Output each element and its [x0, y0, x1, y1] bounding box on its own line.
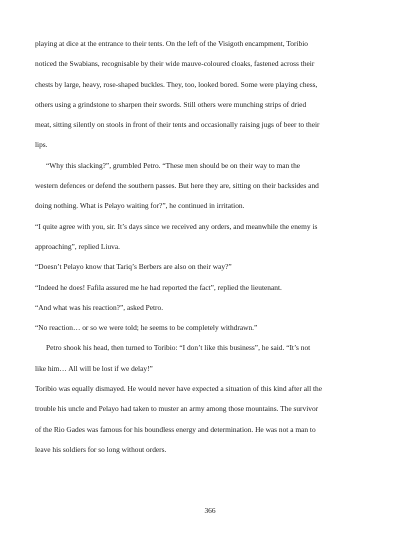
paragraph [35, 156, 387, 217]
text-line: playing at dice at the entrance to their tents. On the left of the Visigoth encampment, Toribio [35, 39, 308, 48]
text-line: of the Rio Gades was famous for his boundless energy and determination. He was not a man to [35, 424, 316, 434]
paragraph [35, 278, 387, 298]
paragraph [35, 298, 387, 318]
text-line: lips. [35, 140, 48, 150]
text-line: chests by large, heavy, rose-shaped buckles. They, too, looked bored. Some were playing chess, [35, 79, 318, 89]
text-line: “No reaction… or so we were told; he seems to be completely withdrawn.” [35, 323, 258, 333]
text-line: noticed the Swabians, recognisable by their wide mauve-coloured cloaks, fastened across their [35, 59, 315, 69]
text-line: “Doesn’t Pelayo know that Tariq’s Berbers are also on their way?” [35, 262, 232, 272]
paragraph [35, 34, 387, 156]
text-line: “Why this slacking?”, grumbled Petro. “These men should be on their way to man the [46, 160, 301, 170]
text-line: “Indeed he does! Fafila assured me he had reported the fact”, replied the lieutenant. [35, 282, 282, 292]
text-line: meat, sitting silently on stools in front of their tents and occasionally raising jugs of beer to their [35, 120, 320, 130]
text-line: others using a grindstone to sharpen their swords. Still others were munching strips of dried [35, 99, 307, 109]
paragraph [35, 217, 387, 258]
paragraph [35, 338, 387, 379]
paragraph [35, 379, 387, 460]
text-line: Petro shook his head, then turned to Toribio: “I don’t like this business”, he said. “It’s not [46, 343, 311, 353]
text-line: approaching”, replied Liuva. [35, 241, 120, 251]
text-line: western defences or defend the southern passes. But here they are, sitting on their backsides and [35, 181, 319, 191]
text-line: “And what was his reaction?”, asked Petro. [35, 302, 164, 312]
text-line: “I quite agree with you, sir. It’s days since we received any orders, and meanwhile the enemy is [35, 221, 318, 231]
page-number: 366 [204, 506, 216, 515]
text-line: doing nothing. What is Pelayo waiting for?”, he continued in irritation. [35, 201, 245, 211]
body-text [35, 34, 387, 460]
text-line: trouble his uncle and Pelayo had taken to muster an army among those mountains. The survivor [35, 404, 319, 414]
paragraph [35, 318, 387, 338]
text-line: like him… All will be lost if we delay!” [35, 363, 153, 373]
paragraph [35, 257, 387, 277]
text-line: Toribio was equally dismayed. He would never have expected a situation of this kind after all the [35, 384, 323, 394]
text-line: leave his soldiers for so long without orders. [35, 444, 167, 454]
